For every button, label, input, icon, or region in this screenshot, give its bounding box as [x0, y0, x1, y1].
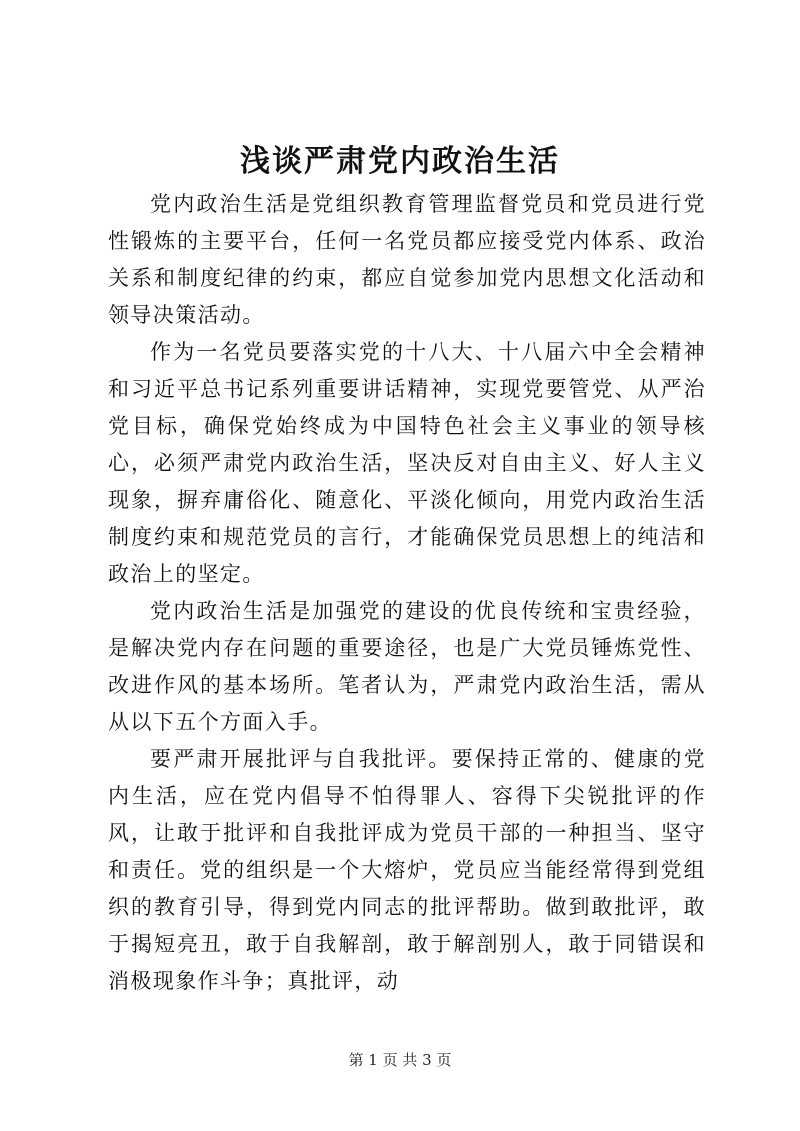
paragraph-4: 要严肃开展批评与自我批评。要保持正常的、健康的党内生活，应在党内倡导不怕得罪人、容得下尖锐批评的作风，让敢于批评和自我批评成为党员干部的一种担当、坚守和责任。党的组织是一个大熔炉，党员应当能经常得到党组织的教育引导，得到党内同志的批评帮助。做到敢批评，敢于揭短亮丑，敢于自我解剖，敢于解剖别人，敢于同错误和消极现象作斗争；真批评，动: [108, 747, 706, 993]
page-title: 浅谈严肃党内政治生活: [240, 144, 560, 179]
paragraph-1: 党内政治生活是党组织教育管理监督党员和党员进行党性锻炼的主要平台，任何一名党员都应接受党内体系、政治关系和制度纪律的约束，都应自觉参加党内思想文化活动和领导决策活动。: [108, 192, 706, 327]
paragraph-2: 作为一名党员要落实党的十八大、十八届六中全会精神和习近平总书记系列重要讲话精神，实现党要管党、从严治党目标，确保党始终成为中国特色社会主义事业的领导核心，必须严肃党内政治生活，坚决反对自由主义、好人主义现象，摒弃庸俗化、随意化、平淡化倾向，用党内政治生活制度约束和规范党员的言行，才能确保党员思想上的纯洁和政治上的坚定。: [108, 340, 706, 586]
paragraph-3: 党内政治生活是加强党的建设的优良传统和宝贵经验，是解决党内存在问题的重要途径，也是广大党员锤炼党性、改进作风的基本场所。笔者认为，严肃党内政治生活，需从从以下五个方面入手。: [108, 599, 706, 734]
page-footer: 第 1 页 共 3 页: [348, 1051, 452, 1069]
document-body: [108, 186, 706, 1000]
